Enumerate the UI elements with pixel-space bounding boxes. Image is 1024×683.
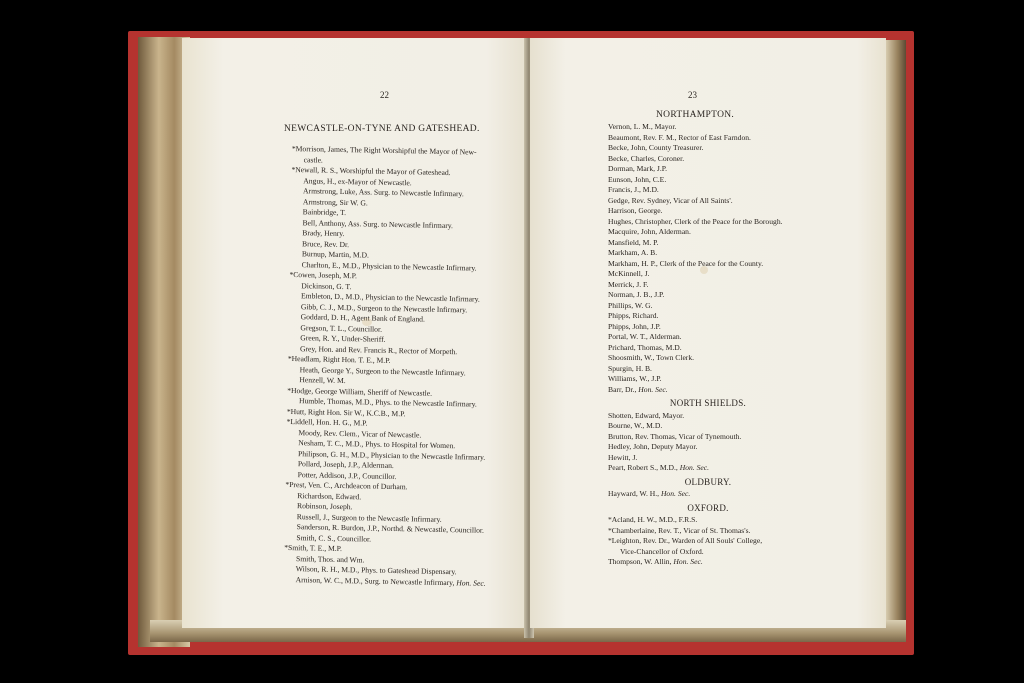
list-item: Heath, George Y., Surgeon to the Newcastle Infirmary. — [299, 364, 466, 377]
section-heading: OXFORD. — [687, 502, 729, 513]
list-item: Philipson, G. H., M.D., Physician to the Newcastle Infirmary. — [297, 448, 486, 462]
list-item: Markham, H. P., Clerk of the Peace for the County. — [608, 258, 764, 268]
list-item: Armstrong, Sir W. G. — [302, 196, 368, 207]
entry-text: Hayward, W. H., — [608, 489, 660, 498]
list-item: Green, R. Y., Under-Sheriff. — [300, 333, 386, 344]
list-item: Merrick, J. F. — [608, 279, 649, 289]
list-item: Bell, Anthony, Ass. Surg. to Newcastle Infirmary. — [302, 217, 454, 230]
section-heading: NORTHAMPTON. — [656, 110, 735, 120]
list-item: Gregson, T. L., Councillor. — [300, 322, 383, 334]
list-item: *Cowen, Joseph, M.P. — [289, 269, 358, 281]
list-item: Phipps, John, J.P. — [608, 321, 661, 331]
list-item: *Smith, T. E., M.P. — [284, 542, 343, 554]
list-item: Phillips, W. G. — [608, 300, 653, 310]
hon-sec-label: Hon. Sec. — [456, 577, 486, 588]
list-item: *Morrison, James, The Right Worshipful the Mayor of New- — [291, 144, 477, 157]
list-item: Spurgin, H. B. — [608, 363, 652, 373]
right-page — [530, 38, 886, 628]
list-item: Harrison, George. — [608, 206, 663, 215]
foxing-stain — [362, 318, 372, 326]
list-item: Macquire, John, Alderman. — [608, 227, 691, 236]
list-item: Embleton, D., M.D., Physician to the Newcastle Infirmary. — [301, 291, 480, 304]
list-item: Brutton, Rev. Thomas, Vicar of Tynemouth. — [608, 431, 742, 441]
list-item: Moody, Rev. Clem., Vicar of Newcastle. — [298, 427, 422, 440]
list-item: Potter, Addison, J.P., Councillor. — [297, 469, 397, 481]
hon-sec-label: Hon. Sec. — [638, 384, 668, 394]
list-item: *Acland, H. W., M.D., F.R.S. — [608, 515, 698, 524]
list-item: Bainbridge, T. — [302, 207, 347, 218]
list-item: Smith, Thos. and Wm. — [295, 553, 365, 564]
list-item: Vice-Chancellor of Oxford. — [620, 546, 704, 556]
list-item: *Headlam, Right Hon. T. E., M.P. — [287, 353, 391, 365]
list-item: Smith, C. S., Councillor. — [296, 532, 372, 544]
list-item: Gedge, Rev. Sydney, Vicar of All Saints'. — [608, 195, 733, 205]
member-list — [608, 122, 808, 568]
list-item: Charlton, E., M.D., Physician to the Newcastle Infirmary. — [301, 259, 477, 273]
hon-sec-label: Hon. Sec. — [660, 489, 691, 498]
list-item: Burnup, Martin, M.D. — [301, 249, 370, 260]
list-item: Bourne, W., M.D. — [608, 421, 663, 430]
left-page — [182, 38, 528, 628]
list-item: *Chamberlaine, Rev. T., Vicar of St. Thomas's. — [608, 525, 751, 535]
list-item: McKinnell, J. — [608, 269, 650, 278]
list-item: Beaumont, Rev. F. M., Rector of East Farndon. — [608, 132, 751, 142]
list-item: Nesham, T. C., M.D., Phys. to Hospital for Women. — [298, 438, 456, 451]
list-item: *Liddell, Hon. H. G., M.P. — [286, 416, 368, 428]
list-item: Pollard, Joseph, J.P., Alderman. — [297, 459, 394, 471]
list-item: *Prest, Ven. C., Archdeacon of Durham. — [285, 479, 408, 492]
section-heading: OLDBURY. — [684, 476, 732, 487]
list-item: Dickinson, G. T. — [301, 280, 352, 291]
list-item: Prichard, Thomas, M.D. — [608, 342, 682, 352]
list-item: Russell, J., Surgeon to the Newcastle Infirmary. — [296, 511, 442, 524]
list-item — [608, 557, 808, 568]
foxing-stain — [700, 266, 708, 274]
list-item: Bruce, Rev. Dr. — [302, 238, 350, 249]
list-item: Phipps, Richard. — [608, 311, 659, 320]
member-list — [284, 144, 494, 589]
entry-text: Barr, Dr., — [608, 384, 637, 394]
list-item: castle. — [303, 154, 323, 165]
list-item: Angus, H., ex-Mayor of Newcastle. — [303, 175, 412, 187]
list-item — [608, 489, 808, 500]
list-item: Eunson, John, C.E. — [608, 174, 667, 184]
list-item: Vernon, L. M., Mayor. — [608, 122, 677, 131]
list-item: Portal, W. T., Alderman. — [608, 332, 682, 341]
list-item: Becke, John, County Treasurer. — [608, 143, 704, 152]
list-item — [608, 385, 808, 396]
list-item: Richardson, Edward. — [297, 490, 362, 501]
entry-text: Peart, Robert S., M.D., — [608, 463, 678, 472]
list-item: Robinson, Joseph. — [296, 501, 353, 512]
list-item: *Hodge, George William, Sheriff of Newcastle. — [287, 385, 433, 398]
list-item: Hewitt, J. — [608, 452, 638, 462]
list-item: Wilson, R. H., M.D., Phys. to Gateshead Dispensary. — [295, 564, 457, 577]
list-item: Humble, Thomas, M.D., Phys. to the Newcastle Infirmary. — [298, 396, 477, 409]
list-item: Gibb, C. J., M.D., Surgeon to the Newcastle Infirmary. — [300, 301, 468, 314]
list-item: Hedley, John, Deputy Mayor. — [608, 442, 698, 451]
entry-text: Arnison, W. C., M.D., Surg. to Newcastle Infirmary, — [295, 574, 455, 587]
list-item: Williams, W., J.P. — [608, 374, 662, 383]
list-item: Shoosmith, W., Town Clerk. — [608, 353, 695, 362]
page-number: 22 — [380, 90, 389, 100]
list-item: Goddard, D. H., Agent Bank of England. — [300, 312, 425, 324]
section-heading: NEWCASTLE-ON-TYNE AND GATESHEAD. — [284, 124, 480, 134]
entry-text: Thompson, W. Allin, — [608, 557, 672, 566]
list-item: Becke, Charles, Coroner. — [608, 153, 685, 163]
page-edges-right — [884, 40, 906, 640]
page-number: 23 — [688, 90, 697, 100]
list-item: *Newall, R. S., Worshipful the Mayor of Gateshead. — [291, 164, 451, 178]
list-item: Francis, J., M.D. — [608, 185, 659, 194]
list-item: Norman, J. B., J.P. — [608, 290, 665, 299]
list-item: Shotten, Edward, Mayor. — [608, 410, 685, 420]
list-item: Henzell, W. M. — [299, 375, 346, 386]
list-item: Hughes, Christopher, Clerk of the Peace for the Borough. — [608, 216, 783, 226]
hon-sec-label: Hon. Sec. — [679, 463, 710, 472]
list-item: Grey, Hon. and Rev. Francis R., Rector of Morpeth. — [299, 343, 458, 356]
list-item: Markham, A. B. — [608, 248, 658, 257]
list-item: Brady, Henry. — [302, 228, 345, 239]
list-item: Sanderson, R. Burdon, J.P., Northd. & Newcastle, Councillor. — [296, 522, 485, 535]
list-item: Armstrong, Luke, Ass. Surg. to Newcastle Infirmary. — [303, 186, 464, 199]
list-item: Mansfield, M. P. — [608, 237, 659, 247]
list-item: Dorman, Mark, J.P. — [608, 164, 668, 173]
list-item: *Hutt, Right Hon. Sir W., K.C.B., M.P. — [286, 406, 406, 418]
list-item: *Leighton, Rev. Dr., Warden of All Souls' College, — [608, 536, 763, 545]
section-heading: NORTH SHIELDS. — [669, 398, 747, 408]
list-item — [608, 463, 808, 474]
hon-sec-label: Hon. Sec. — [673, 557, 703, 566]
